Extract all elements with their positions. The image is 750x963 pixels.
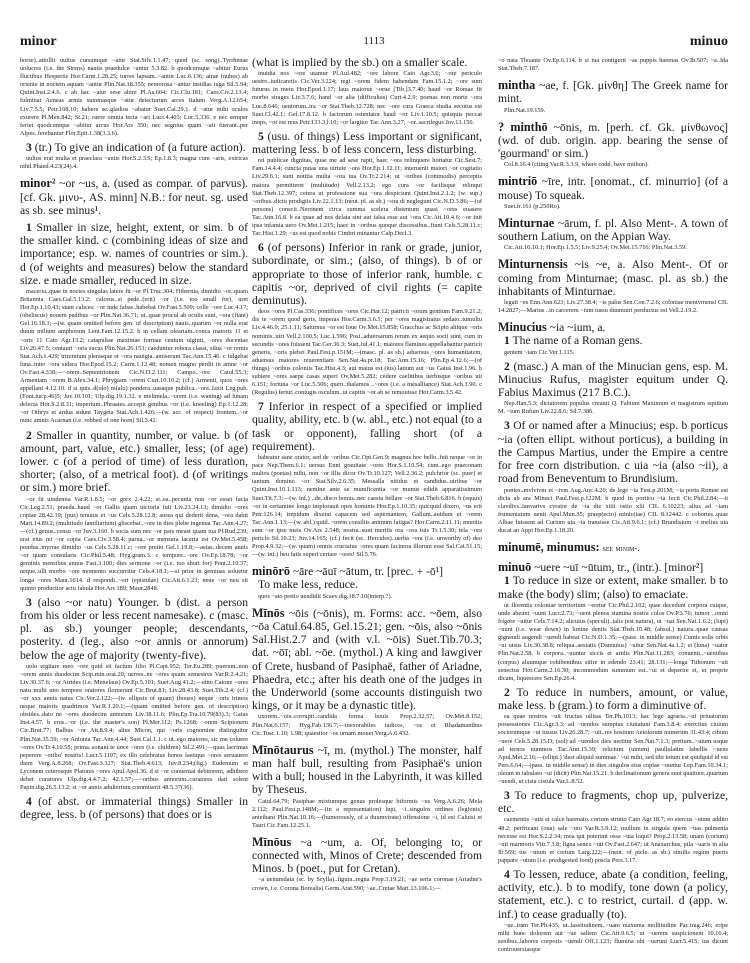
entry-minuo: minuō ~uere ~uī ~ūtum, tr., (intr.). [minor²] 1 To reduce in size or extent, make smaller. b to make (the body) slim; (also) to emaciate. ut florentis coloniae territorium ~eretur Cic.Phil.2.102; quae decedunt corpora cuique, unde abeunt ~uunt Lucr.2.73; ~uent plenos stamina nostra colos Ov.P.3.76; tumor ..omni frigore ~uitur Cels.7.14.2; alicuius (speculi)..talis (est natura), ut ~uat Sen.Nat.1.6.2; (lupi) ~uunt (i.e. wear down) in limine dentis Stat.Theb.10.48; (absol.) natura..quae causas gignendi augendi ~uendi habeat Cic.N.D.1.35;—(pass. in middle sense) Cumis solis orbis ~ui uisus Liv.30.38.8; reliqua..aestatis (Danuuius) ~uitur Sen.Nat.4a.1.2; si (luna) ~uatur Plin.Nat.2.58. b corpora..~uuntur siccis et aridis Plin.Nat.11.283; conuenit..~uentibus (corpus) aluumque cohibentibus sitire in edendo 23.41; 28.131;—longa Tithonum ~uit senectus Hor.Carm.2.16.30; incommodum summum est..~ui et deperire et, ut proprie dicam, liquescere Sen.Ep.26.4. 2 To reduce in numbers, amount, or value, make less. b (gram.) to form a diminutive of. ea quae nostros ~uit fructus uilitas Ter.Ph.1013; hac lege agraria..~ui priuatorum possessiones Cic.Agr.3.3; ad ~uendos sumptus ciuitatum Fam.3.8.4; exercitus ciuium sociorumque ~ui iussus Liv.26.28.7; ~uit..res hostium Aetolorum numerum 31.43.4; cibum ~uere Cels.5.28.15.D; (sol) ad ~uendos dies uertitur Sen.Nat.7.1.3; pretium..~utum usque ad ternos nummos Tac.Ann.15.39; relictum (uinum) paullulatim labellis ~uens Apul.Met.2.16;—(ellipt.) 'dest aliquid summae.' ~ui mihi, sed tibi totum est quidquid id est Pers.6.64;—(pass. in middle sense) in dies singulos eius copiae ~uuntur Lep.Fam.10.34.1; oleum in tabulato ~ui (dicit) Plin.Nat.15.21. b declinationum genera sunt quattuor..quartum ~uendi, ut cista cistula Var.L.8.52. 3 To reduce to fragments, chop up, pulverize, etc. caementis ~utis et calce harenato..corium struito Cato Agr.18.7; eo stercus ~utum addito 48.2; perfricant (oua) sale ~uto Var.R.3.9.12; mullum in singula quem ~uas pulmenta necesse est Hor.S.2.2.34; mea qui poterunt ossa ~uta loqui? Prop.2.13.58; unam (corium) ~uti marmoris Vitr.7.3.8; ligna senex ~uit Ov.Fast.2.647; ut Anaxarchus, pila ~uaris in alta Ib.569; tus ~utum et cretum Larg.222;—(neut. of ptcle. as sb.) similis regum pueris pappare ~utum (i.e. predigested food) poscis Pers.3.17. 4 To lessen, reduce, abate (a condition, feeling, activity, etc.). b to modify, tone down (a policy, statement, etc.). c to restrict, curtail. d (app. w. inf.) to cease gradually (to). ~ue..iram Ter.Ph.435; ut..lassitudinem..~uam maxuma mollitudine Pac.trag.246; eripe mihi hunc dolorem aut ~ue saltem Cic.Att.9.6.5; ut ~uerem suspicionem 10.16.4; senibus..labores corporis ~uendi Off.1.123; flumina ubi ~uerunt Lucr.5.415; ius dicunt controuersiasque — [498, 560, 728, 954]
minuo-sense-2-citations: ea quae nostros ~uit fructus uilitas Ter.Ph.1013; hac lege agraria..~ui priuatorum possessiones Cic.Agr.3.3; ad ~uendos sumptus ciuitatum Fam.3.8.4; exercitus ciuium sociorumque ~ui iussus Liv.26.28.7; ~uit..res hostium Aetolorum numerum 31.43.4; cibum ~uere Cels.5.28.15.D; (sol) ad ~uendos dies uertitur Sen.Nat.7.1.3; pretium..~utum usque ad ternos nummos Tac.Ann.15.39; relictum (uinum) paullulatim labellis ~uens Apul.Met.2.16;—(ellipt.) 'dest aliquid summae.' ~ui mihi, sed tibi totum est quidquid id est Pers.6.64;—(pass. in middle sense) in dies singulos eius copiae ~uuntur Lep.Fam.10.34.1; oleum in tabulato ~ui (dicit) Plin.Nat.15.21. b declinationum genera sunt quattuor..quartum ~uendi, ut cista cistula Var.L.8.52. — [498, 713, 728, 785]
sense-4-continued: (what is implied by the sb.) on a smaller scale. — [252, 56, 468, 69]
entry-minume — [498, 541, 728, 555]
minor2-sense-3: 3 (also ~or natu) Younger. b (dist. a person from his older or less recent namesake). c (masc. pl. as sb.) younger people; descendants, posterity. d (leg., also ~or annis or annorum) below the age of majority (twenty-five). — [20, 595, 248, 662]
minuo-sense-3: 3 To reduce to fragments, chop up, pulverize, etc. — [498, 789, 728, 816]
minoro-sense: To make less, reduce. — [258, 578, 358, 592]
cross-reference[interactable]: see minim-. — [602, 543, 640, 554]
entry-mintho: ? minthō ~ōnis, m. [perh. cf. Gk. μίνθωνος] (wd. of dub. origin. app. bearing the sense of 'gourmand' or sim.) Col.8.16.4 (citing Var.R.3.3.9, where codd. have mithon). — [498, 119, 728, 169]
minuo-sense-4-citations: ~ue..iram Ter.Ph.435; ut..lassitudinem..~uam maxuma mollitudine Pac.trag.246; eripe mihi hunc dolorem aut ~ue saltem Cic.Att.9.6.5; ut ~uerem suspicionem 10.16.4; senibus..labores corporis ~uendi Off.1.123; flumina ubi ~uerunt Lucr.5.415; ius dicunt controuersiasque — [498, 921, 728, 954]
minor2-sense-7-citations: habeatur sane orator, sed de ~oribus Cic.Opt.Gen.9; magnus hoc bello..fuit neque ~or in pace Nep.Them.6.1; uersus Enni grauitate ~ores Hor.S.1.10.54; cum..ego praeconam multos (poetas) mihi, non ~or illis dicor Ov.Tr.10.127; Vell.2.36.2; pulchrior (sc. puer) et tantum domino ~or Stat.Silv.2.6.35; Messalla nitidus et candidus..uiribus ~or Quint.Inst.10.1.113; nemine ante se munificentia ~or munus edidit apparatissimum Suet.Tit.7.3;—(w. inf.) ..de..disco bonus..nec caestu bellare ~or Stat.Theb.6.816. b (equus) ~or in certamine longo implorauit opes hominis Hor.Ep.1.10.35; quicquid dixero, ~us erit Petr.126.14; trepidum dixerat capacem sed aspernantem, Gallum..auidum et ~orem Tac.Ann.1.13;—(w. abl.) quid..~orem consiliis animum fatigas? Hor.Carm.2.11.11; monitis sum ~or ipse meis Ov.Ars 2.548; nostra..sunt meritis ora ~ora tuis Tr.1.5.30; tela ~ora periclo Sil.10.23; Juv.14.165; (cf.) fecit (sc. Hercules)..uerba ~ora (i.e. unworthy of) deo Prop.4.9.32;—(w. quam) omnis cruciatus ~ores quam facinora illorum esse Sal.Cat.51.15;—(w. inf.) heu fatis superi certare ~ores! Sil.5.76. — [252, 454, 482, 559]
minucius-sense-2-citations: Nep.Han.5.3; dictatorem populus creauit Q. Fabium Maximum et magistrum equitum M. ~ium Rufum Liv.22.8.6; Sil.7.386. — [498, 400, 728, 416]
lemma: mintha — [498, 78, 536, 93]
column-middle — [252, 56, 482, 896]
column-right — [498, 56, 728, 957]
minucius-sense-1: 1 The name of a Roman gens. — [504, 334, 643, 348]
lemma: Mīnōtaurus — [252, 742, 314, 757]
mintho-citations: Col.8.16.4 (citing Var.R.3.3.9, where codd. have mithon). — [504, 161, 649, 169]
lemma: ? minthō — [498, 119, 548, 134]
entry-minoro: minōrō ~āre ~āuī ~ātum, tr. [prec. + -ō¹] To make less, reduce. quos ~ato pretio uendidit Scaev.dig.18.7.10(interp.?). — [252, 565, 482, 601]
minuo-sense-4: 4 To lessen, reduce, abate (a condition, feeling, activity, etc.). b to modify, tone down (a policy, statement, etc.). c to restrict, curtail. d (app. w. inf.) to cease gradually (to). — [498, 868, 728, 921]
minucius-sense-3: 3 Of or named after a Minucius; esp. b porticus ~ia (often ellipt. without porticus), a building in the Campus Martius, under the Empire a centre for free corn distribution. c uia ~ia (also ~ii), a road from Beneventum to Brundisium. — [498, 419, 728, 486]
entry-minor2-head: minor² ~or ~us, a. (used as compar. of parvus). [cf. Gk. μινυ-, AS. minn] N.B.: for neut. sg. used as sb. see minus¹. — [20, 176, 248, 217]
minor2-sense-5: 5 (usu. of things) Less important or significant, mattering less. b of less concern, less disturbing. — [252, 129, 482, 157]
minucius-sense-2: 2 (masc.) A man of the Minucian gens, esp. M. Minucius Rufus, magister equitum under Q. Fabius Maximus (217 B.C.). — [498, 359, 728, 400]
entry-minturnae: Minturnae ~ārum, f. pl. Also Ment-. A town of southern Latium, on the Appian Way. Cic.Att.16.10.1; Hor.Ep.1.5.5; Liv.9.25.4; Ov.Met.15.716; Plin.Nat.3.59. — [498, 215, 728, 252]
entry-minturio: mintriō ~īre, intr. [onomat., cf. minurrio] (of a mouse) To squeak. Suet.fr.161 (p.250Ro). — [498, 174, 728, 210]
minos-citations: uxorem..~ois..corrupit..candida forma bouis Prop.2.32.57; Ov.Met.8.152; Plin.Nat.6.157; Hyg.Fab.136.7;—inexorabiles iudices, ~os et Rhadamanthus Cic.Tusc.1.10; 1.98; quaesitor ~os urnam mouet Verg.A.6.432. — [252, 713, 482, 737]
minor2-sense-1: 1 Smaller in size, height, extent, or sim. b of the smaller kind. c (combining ideas of size and importance; esp. w. names of countries or sim.). d (of weights and measures) below the standard size. e made smaller, reduced in size. — [20, 220, 248, 287]
minuo-sense-3-citations: caementis ~utis et calce harenato..corium struito Cato Agr.18.7; eo stercus ~utum addito 48.2; perfricant (oua) sale ~uto Var.R.3.9.12; mullum in singula quem ~uas pulmenta necesse est Hor.S.2.2.34; mea qui poterunt ossa ~uta loqui? Prop.2.13.58; unam (corium) ~uti marmoris Vitr.7.3.8; ligna senex ~uit Ov.Fast.2.647; ut Anaxarchus, pila ~uaris in alta Ib.569; tus ~utum et cretum Larg.222;—(neut. of ptcle. as sb.) similis regum pueris pappare ~utum (i.e. predigested food) poscis Pers.3.17. — [498, 816, 728, 864]
lemma: Mīnōus — [252, 834, 292, 849]
page-number: 1113 — [363, 35, 385, 47]
lemma: Mīnōs — [252, 605, 285, 620]
left-guide-word: minor — [20, 34, 57, 49]
entry-minucius: Minucius ~ia ~ium, a. 1 The name of a Roman gens. gentem ~iam Cic.Ver.1.115. 2 (masc.) A man of the Minucian gens, esp. M. Minucius Rufus, magister equitum under Q. Fabius Maximus (217 B.C.). Nep.Han.5.3; dictatorem populus creauit Q. Fabium Maximum et magistrum equitum M. ~ium Rufum Liv.22.8.6; Sil.7.386. 3 Of or named after a Minucius; esp. b porticus ~ia (often ellipt. without porticus), a building in the Campus Martius, under the Empire a centre for free corn distribution. c uia ~ia (also ~ii), a road from Beneventum to Brundisium. pontes..mvlvivm et ~ivm Aug.Anc.4.20; de lege ~ia Fest.p.201M; ~ia porta Romae est dicta ab ara Minuci Paul.Fest.p.122M. b quod in porticu ~ia fecit Cic.Phil.2.84;—ti clavdivs..ianvarivs cvrator de ~ia die xiiii ostio xlii CIL 6.10223; alius ad ~iam frumentatum uenit Apul.Mun.35; praep(ecto) minic(iae) CIL 8.12442. c cohortes..quae Albae fuissent ad Curium uia ~ia transisse Cic.Att.9.6.1; (cf.) Brundisium ~i melius uia ducat an Appi Hor.Ep.1.18.20. — [498, 320, 728, 534]
column-left — [20, 56, 248, 822]
minoro-citations: quos ~ato pretio uendidit Scaev.dig.18.7.10(interp.?). — [258, 592, 393, 600]
entry-minous: Mīnōus ~a ~um, a. Of, belonging to, or connected with, Minos of Crete; descended from Minos. b (poet., put for Cretan). ~a uenumdata (sc. by Scylla)..figura..regna Prop.3.19.21; ~ae serta coronae (Ariadne's crown, i.e. Corona Borealis) Germ.Arat.590; ~ae..Cretae Mart.13.106.1;— — [252, 834, 482, 892]
lemma: minor² — [20, 176, 56, 191]
sense-3: 3 (tr.) To give an indication of (a future action). — [26, 140, 246, 154]
minor2-sense-4: 4 (of abst. or immaterial things) Smaller in degree, less. b (of persons) that does or is — [20, 795, 248, 822]
minuo-sense-1-citations: ut florentis coloniae territorium ~eretur Cic.Phil.2.102; quae decedunt corpora cuique, unde abeunt ~uunt Lucr.2.73; ~uent plenos stamina nostra colos Ov.P.3.76; tumor ..omni frigore ~uitur Cels.7.14.2; alicuius (speculi)..talis (est natura), ut ~uat Sen.Nat.1.6.2; (lupi) ~uunt (i.e. wear down) in limine dentis Stat.Theb.10.48; (absol.) natura..quae causas gignendi augendi ~uendi habeat Cic.N.D.1.35;—(pass. in middle sense) Cumis solis orbis ~ui uisus Liv.30.38.8; reliqua..aestatis (Danuuius) ~uitur Sen.Nat.4a.1.2; si (luna) ~uatur Plin.Nat.2.58. b corpora..~uuntur siccis et aridis Plin.Nat.11.283; conuenit..~uentibus (corpus) aluumque cohibentibus sitire in edendo 23.41; 28.131;—longa Tithonum ~uit senectus Hor.Carm.2.16.30; incommodum summum est..~ui et deperire et, ut proprie dicam, liquescere Sen.Ep.26.4. — [498, 601, 728, 682]
minuo-sense-1: 1 To reduce in size or extent, make smaller. b to make (the body) slim; (also) to emaciate. — [498, 574, 728, 601]
entry-mintha: mintha ~ae, f. [Gk. μίνθη] The Greek name for mint. Plin.Nat.19.159. — [498, 78, 728, 114]
minor2-sense-6-citations: deos ~ores Pl.Cas.336; pontifices ~ores Cic.Har.12; patricii ~orum gentium Fam.9.21.2; dis te ~orem quod geris, imperas Hor.Carm.3.6.5; per ~ores magistratus sedato..tumultu Liv.4.46.9; 25.1.11; Saturnus ~or est Ioue Ov.Met.15.858; Gracchus ac Scipio aliique ~oris nominis..uiri Vell.2.100.5; Luc.1.596; Posi..aduersarum rerum ex aequo socii sunt, cum in secundis ~ores fuissent Tac.Ger.36.3; Suet.Jul.41.1; maiores flamines appellabantur patricii generis, ~oris plebei Paul.Fest.p.151M;—(masc. pl. as sb.) aduersus ~ores humanitatem, aduersus maiores reuerentiam Sen.Nat.4a.pr.18; Tac.Ann.15.16; Plin.Ep.4.12.6;—(of things) ~oribus coloniis Tac.Hist.4.3; aut maius est (ius) latium aut ~us Gaius Inst.1.96. b subiere ~ores saepe casas superi Ov.Met.5.282; cedere caelitibus uerbisque ~oribus uti 6.151; fortuna ~or Luc.5.506; queri..thalamos ..~ores (i.e. a mésalliance) Stat.Ach.1.90. c (Regulus) fertur..coniugis osculum..ut capitis ~or ab se remouisse Hor.Carm.3.5.42. — [252, 308, 482, 397]
lemma: Minturnensis — [498, 257, 568, 272]
minucius-sense-1-citations: gentem ~iam Cic.Ver.1.115. — [504, 348, 575, 356]
citations-continued: horse)..attollit uultus cursumque ~atur Stat.Silv.1.1.47; quod (sc. song)..Tyrrhenae uolucres (i.e. the Sirens) nautis praedulce ~antur 5.3.82. b quodcumque ~abitur Eurus fluctibus Hesperiis Hor.Carm.1.28.25; turres lapsam..~antur Luc.6.136; atrae (nubes) ab oriente in noctem aquam ~antur Plin.Nat.18.355; nemorosa ~antur insidias iuga Sil.5.94; Quint.Inst.2.4.6. c ab hac ~atur sese abire Pl.As.604; Cic.Clu.181; Caes.Civ.2.13.4; fulminat Aeneas armis summasque ~atur deiecturum arces Italum Verg.A.12.654; Liv.7.5.5; Petr.108.10; habere se..gladios ~abatur Suet.Cal.29.1. d ~atur mihi oculos exurere Pl.Men.842; St.21; ruere omnia tecta ~ari Lucr.4.403; Luc.5.336. e nec semper feriet quodcumque ~abitur arcus Hor.Ars 350; nec segnius quam ~ati fuerant..per Alpes..ferebantur Flor.Epit.1.38(3.3.6). — [20, 57, 248, 137]
sense-3-citations: uultus erat multa et praeclara ~antis Hor.S.2.3.9; Ep.1.8.3; magna cum ~aris, extricas nihil Phaed.4.23(24).4. — [20, 155, 248, 171]
minturio-citations: Suet.fr.161 (p.250Ro). — [504, 202, 561, 210]
sense-4-citations: inuidia nos ~ore utamur Pl.Aul.482; ~ore labore Cato Agr.3.6; ~ore periculo uestro..iudicaretis Cic.Ver.3.224; regi ~orem fidem habendam Fam.15.1.2; ~ore sum futurus in metu Hor.Epod.1.17; laus maiorue ~orue [Tib.]3.7.40; haud ~or Romae fit morbo strages Liv.3.7.6; hand ~or alia (difficultas) Curt.4.2.9; poenas non morte ~ora Luc.8.646; uentorum..ira ~or Stat.Theb.12.728; nec ~ore cura Graeca studia secutus est Suet.Cl.42.1; Gel.17.8.12. b factorum ostentator haud ~or Liv.1.10.5; quisquis peccat inops, ~or est reus Petr.133.3,l.10; ~or largitor Tac.Ann.3.27; ~or..sacrilegus Juv.13.150. — [252, 70, 482, 126]
minor2-sense-2-citations: ~or fit uindemia Var.R.1.8.5; ~or grex 2.4.22; si..ea..pecunia non ~or esset facta Cic.Leg.2.51; praeda..haud ~or Gallis quam uictoria fuit Liv.23.24.13; dimidio ~ores copiae 28.42.19; (pus) tenuius et ~us Cels.5.28.12.8; aurea qui dederit dona, ~ora dabit Mart.14.89.2; (multitudo familiarium) gliscebat..~ore in dies plebe ingenua Tac.Ann.4.27;—(cf.) genus..censu ~or Juv.3.160. b socia sum nec ~or pars meast quam tua Pl.Rud.239; erat eius rei ~or copia Caes.Civ.3.58.4; parua..~or mensura lacerta est Ov.Met.5.458; pondus..myrrae dimidio ~us Cels.5.28.11.c; ~ore pretio Gel.1.19.8;—aetas..decem annis ~or quam consularis Cic.Phil.5.48; Hyg.gram.3. c tempore..~ore Ov.Ep.18.78; ~or geminis mensibus annus Fast.3.100; dies sermone ~or (i.e. too short for) Pont.2.10.37; neque..ulli morbo ~ore momento succurritur Cels.4.18.1;—si prior in geminas soluetur longa ~ores Maur.1614. d respondi..~ori (epistulae) Cic.Att.6.1.23; neue ~or neu sit quinto productior actu fabula Hor.Ars 189; Maur.2848. — [20, 495, 248, 592]
minor2-sense-2: 2 Smaller in quantity, number, or value. b (of amount, part, value, etc.) smaller, less; (of age) lower. c (of a period of time) of less duration, shorter; (also, of a metrical foot). d (of writings or sim.) more brief. — [20, 428, 248, 495]
minor2-sense-1-citations: maceria..quae in noctes singulas latere fit ~or Pl.Truc.304; Hibernia, dimidio ~or..quam Britannia Caes.Gal.5.13.2; calceus..si pede..(erit) ~or (i.e. too small for), uret Hor.Ep.1.10.43; stant calices: ~or inde fabas..habebat Ov.Fast.5.509; colle ~ore Luc.4.17; (obeliscus) nouem pedibus ~or Plin.Nat.36.71; ut..quae procul ab oculis sunt, ~ora (fiant) Gel.16.18.3;—(w. quam omitted before gen. of description) nauis..quarum ~or nulla erat duum milium amphorum Lent.Fam.12.15.2. b in cellam oleariam..conca maioris 11 et ~oris 11 Cato Agr.13.2; catapultae maximae formae centum uiginti, ~ores ducentae Liv.26.47.5; centauri ~oris sucus Plin.Nat.26.153; caeduntur robora classi, silua ~or remis Stat.Ach.1.429; triremium plerasque et ~ora nauigia..amiserunt Tac.Ann.15.46. c fulgebat luna..inter ~ora sidera Hor.Epod.15.2; Carm.1.12.48; nomen magno perdit in amne ~or Ov.Fast.4.338;—~orem..Septentrionem Cic.N.D.2.111; Campo..~ore Catul.55.3; Armeniam ~orem B.Alex.34.1; Phrygiam ~orem Curt.10.10.2; (cf.) Armenii, quos ~ores appellant 4.12.10. d si quis..d(olo) m(alo) pondera..uasaque publica..~ora..faxit Leg.pub.(Font.iur.p.46)5; Juv.10.101; Ulp.dig.19.1.32. e melimela..~orem (i.e. waning) ad lunam delecta Hor.S.2.8.31; imperium..Phraates..accepit genibus ~or (i.e. kneeling) Ep.1.12.28; ~or Othrys et ardua sidunt Taygeta Stat.Ach.1.426;—(w. acc. of respect) frontem..~or nunc amnis Acarnan (i.e. robbed of one horn) Sil.3.42. — [20, 287, 248, 425]
minuo-sense-2: 2 To reduce in numbers, amount, or value, make less. b (gram.) to form a diminutive of. — [498, 685, 728, 713]
lemma: minuō — [498, 560, 532, 575]
minor2-sense-6: 6 (of persons) Inferior in rank or grade, junior, subordinate, or sim.; (also, of things). b of or appropriate to those of inferior rank, humble. c capitis ~or, deprived of civil rights (= capite deminutus). — [252, 241, 482, 308]
mintha-citations: Plin.Nat.19.159. — [504, 106, 546, 114]
lemma: minōrō — [252, 564, 290, 579]
minous-citations-continued: ~o nata Thoante Ov.Ep.6.114. b si tua contigerit ~as puppis harenas Ov.Ib.507; ~a..Ida Stat.Theb.7.187. — [498, 57, 728, 73]
lemma: mintriō — [498, 174, 538, 189]
entry-minotaurus: Mīnōtaurus ~ī, m. (mythol.) The monster, half man half bull, resulting from Pasiphaë's union with a bull; housed in the Labyrinth, it was killed by Theseus. Catul.64.79; Pasiphae mixtumque genus prolesque biformis ~us Verg.A.6.26; Mela 2.112; Paul.Fest.p.148M;—(in a representation) lupi, ~i..singulos ordines (legionis) anteibant Plin.Nat.10.16;—(humorously, of a duumvirate) offensione ~i, id est Caluisi et Tauri Cic.Fam.12.25.1. — [252, 742, 482, 829]
minturnae-citations: Cic.Att.16.10.1; Hor.Ep.1.5.5; Liv.9.25.4; Ov.Met.15.716; Plin.Nat.3.59. — [504, 244, 687, 252]
minor2-sense-3-citations: uolo ergitare meo ~ore quid sit factum filio Pl.Capt.952; Ter.Eu.289; puerum..non ~orem annis duodecim Scip.min.orat.20; uerres..ne ~ores quam semestres Var.R.2.4.21; Liv.30.37.6; ~or Atrides (i.e. Menelaus) Ov.Ep.5.101; Suet.Aug.41.2;—uino Catone ~ores natu multi uno tempore oratores floruerunt Cic.Brut.81; Liv.28.43.8; Suet.Tib.2.4; (cf.) ~or xxx annis natus Cic.Ver.2.122;—(w. ellipsis of quam) (boues) neque ~oris trimos neque maioris quadrimos Var.R.1.20.1;—(quam omitted before gen. of description) obsides..dato ne ~ores duodecim annorum Liv.38.11.6; Plin.Ep.Tra.10.79(83).3; Gaius Inst.4.57. b erus..~or (i.e. the master's son) Pl.Mer.112; Ps.1268; ~orem Scipionem Cic.Brut.77; Balbus ~or Att.8.9.4; alius Micon, qui ~oris cognomine distinguitur Plin.Nat.35.59; ~or Antonia Tac.Ann.4.44; Suet.Cal.1.1. c ut..ego maiores, sic me coluere ~ores Ov.Tr.4.10.55; prima..sonant te uoce ~ores (i.e. children) Sil.2.491;—quas lacrimas peperere ~oribu' nostris! Lucr.5.1197; ex illo celebratus honos laetique ~ores seruauere diem Verg.A.8.268; Ov.Fast.3.327; Stat.Theb.4.613; Juv.8.234;(fig.) Eudemum et Lyconem ceterosque Platonis ~ores Apul.Apol.36. d si ~or conueniat debitorem, adhibere debet curatores Ulp.dig.4.4.7.2; 42.1.57;—~oribus annorum..curatores dari solent Papin.dig.26.5.13.2; si ~or annis adulterium commiserit 48.5.37(36). — [20, 662, 248, 792]
minotaurus-citations: Catul.64.79; Pasiphae mixtumque genus prolesque biformis ~us Verg.A.6.26; Mela 2.112; Paul.Fest.p.148M;—(in a representation) lupi, ~i..singulos ordines (legionis) anteibant Plin.Nat.10.16;—(humorously, of a duumvirate) offensione ~i, id est Caluisi et Tauri Cic.Fam.12.25.1. — [252, 797, 482, 829]
entry-minor2 — [20, 177, 248, 821]
minturnensis-citations: legati ~es Enn.Ann.623; Liv.27.38.4; ~is palus Sen.Con.7.2.6; coloniae mentvrnensi CIL 14.2827;—Marius ..in carcerem ~ium iussu duumuiri perductus est Vell.2.19.2. — [498, 299, 728, 315]
lemma: Minucius — [498, 320, 547, 335]
minor2-sense-7: 7 Inferior in respect of a specified or implied quality, ability, etc. b (w. abl., etc.) not equal (to a task or opponent), falling short (of a requirement). — [252, 400, 482, 453]
page-header — [20, 34, 728, 54]
minous-citations: ~a uenumdata (sc. by Scylla)..figura..regna Prop.3.19.21; ~ae serta coronae (Ariadne's crown, i.e. Corona Borealis) Germ.Arat.590; ~ae..Cretae Mart.13.106.1;— — [252, 876, 482, 892]
lemma: Minturnae — [498, 215, 555, 230]
minor2-sense-5-citations: rei publicae dignitas, quae me ad sese rapit, haec ~ora relinquere hortatur Cic.Sest.7; Fam.14.4.4; cuncta putas una uirtute ~ora Hor.Ep.1.12.11; interuenit maiori ~or cogitatio Liv.29.6.1; sunt notitia multa ~ora tua Ov.Tr.2.214; ut ~oribus (commodis) perceptis maiora permitteret (multitudo) Vell.2.13.2; ego cura ~or facilisque relinqui Stat.Theb.12.397; cetera ut professione sua ~ora despiciunt Quint.Inst.2.1.2; (w. sup.) ~oribus..dictu prodigiis Liv.22.1.13; (neut. pl. as sb.) ~ora di neglegunt Cic.N.D.3.86;—(of persons) conscii..Neronem circa summa scelera distentum quasi ~ores euasere Tac.Ann.16.8. b ea quae ad nos delata sint aut falsa esse aut ~ora Cic.Att.10.4.6; ~or fuit ipsa infamia uero Ov.Met.1.215; haec in ~oribus quoque discessibus..fiunt Cels.5.28.11.c; Tac.Hist.1.29; ~us est quod nobis Cimbri minantur Calp.Decl.3. — [252, 157, 482, 238]
minucius-sense-3-citations: pontes..mvlvivm et ~ivm Aug.Anc.4.20; de lege ~ia Fest.p.201M; ~ia porta Romae est dicta ab ara Minuci Paul.Fest.p.122M. b quod in porticu ~ia fecit Cic.Phil.2.84;—ti clavdivs..ianvarivs cvrator de ~ia die xiiii ostio xlii CIL 6.10223; alius ad ~iam frumentatum uenit Apul.Mun.35; praep(ecto) minic(iae) CIL 8.12442. c cohortes..quae Albae fuissent ad Curium uia ~ia transisse Cic.Att.9.6.1; (cf.) Brundisium ~i melius uia ducat an Appi Hor.Ep.1.18.20. — [498, 486, 728, 534]
lemma: minumē, minumus: — [498, 540, 600, 555]
entry-minos: Mīnōs ~ōis (~ōnis), m. Forms: acc. ~ōem, also ~ōa Catul.64.85, Gel.15.21; gen. ~ōis, also ~ōnis Sal.Hist.2.7 and (with v.l. ~ōis) Suet.Tib.70.3; dat. ~ōī; abl. ~ōe. (mythol.) A king and lawgiver of Crete, husband of Pasiphaë, father of Ariadne, Phaedra, etc.; after his death one of the judges in the Underworld (some accounts distinguish two kings, or it may be a dynastic title). uxorem..~ois..corrupit..candida forma bouis Prop.2.32.57; Ov.Met.8.152; Plin.Nat.6.157; Hyg.Fab.136.7;—inexorabiles iudices, ~os et Rhadamanthus Cic.Tusc.1.10; 1.98; quaesitor ~os urnam mouet Verg.A.6.432. — [252, 605, 482, 737]
right-guide-word: minuo — [689, 34, 728, 49]
entry-minturnensis: Minturnensis ~is ~e, a. Also Ment-. Of or coming from Minturnae; (masc. pl. as sb.) the inhabitants of Minturnae. legati ~es Enn.Ann.623; Liv.27.38.4; ~is palus Sen.Con.7.2.6; coloniae mentvrnensi CIL 14.2827;—Marius ..in carcerem ~ium iussu duumuiri perductus est Vell.2.19.2. — [498, 257, 728, 315]
